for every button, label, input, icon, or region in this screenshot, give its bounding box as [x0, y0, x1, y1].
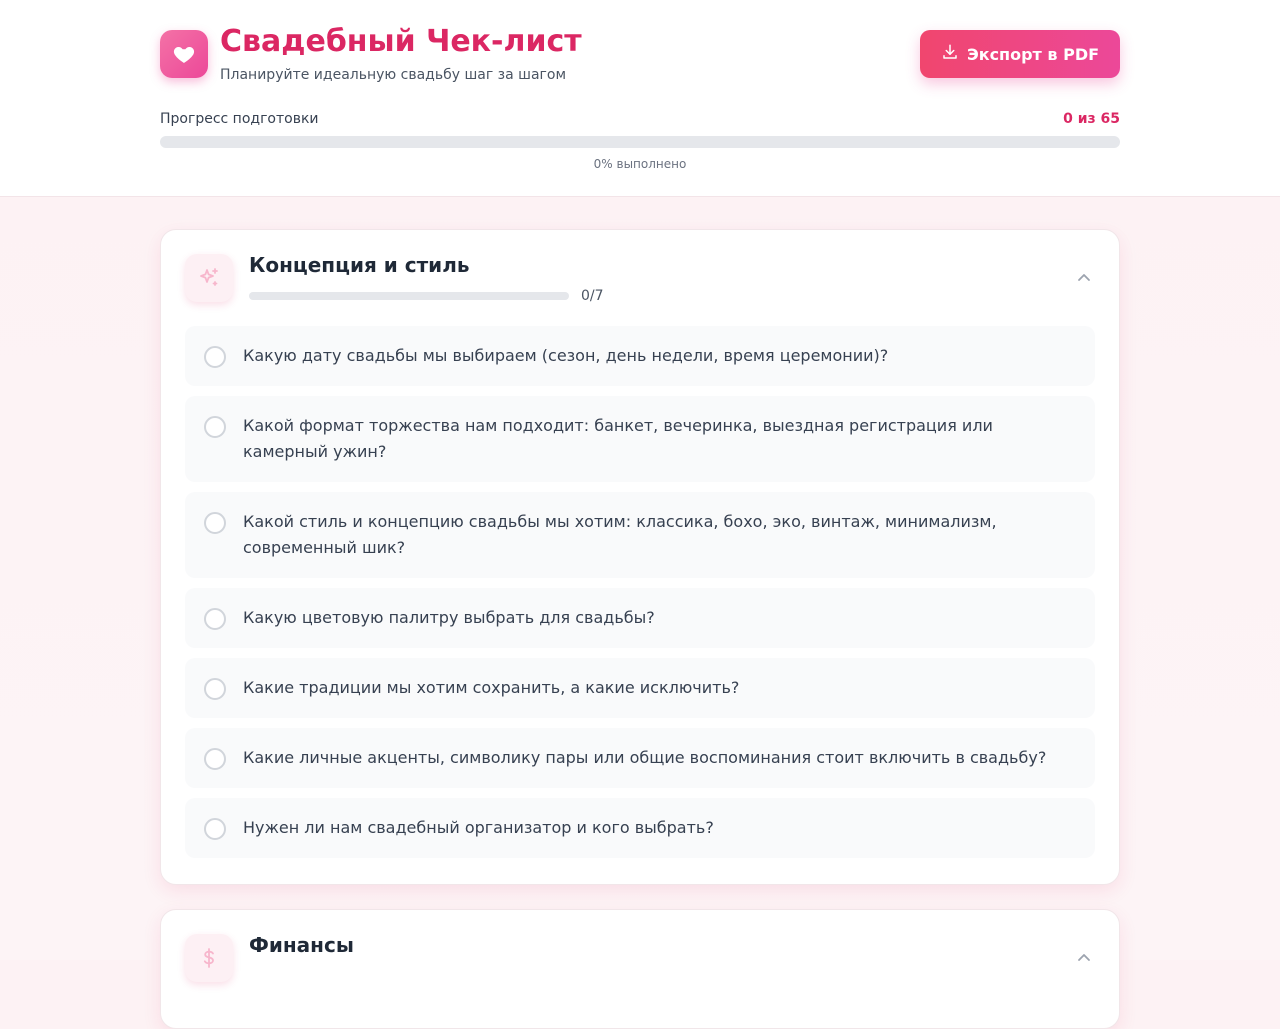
- progress-count: 0 из 65: [1063, 111, 1120, 127]
- chevron-up-icon[interactable]: [1073, 950, 1095, 966]
- sparkles-icon: [185, 254, 233, 302]
- checklist-item[interactable]: [185, 396, 1095, 482]
- checkbox-circle[interactable]: [204, 346, 226, 368]
- checklist-item[interactable]: [185, 658, 1095, 718]
- checklist-item[interactable]: [185, 492, 1095, 578]
- chevron-up-icon[interactable]: [1073, 270, 1095, 286]
- checkbox-circle[interactable]: [204, 608, 226, 630]
- checklist-item[interactable]: [185, 588, 1095, 648]
- checklist-item[interactable]: [185, 798, 1095, 858]
- page-subtitle: Планируйте идеальную свадьбу шаг за шагом: [220, 67, 567, 83]
- heart-logo-icon: [160, 30, 208, 78]
- export-pdf-button[interactable]: [920, 30, 1120, 78]
- checklist-item-text: Какой стиль и концепцию свадьбы мы хотим: классика, бохо, эко, винтаж, минимализм, современный шик?: [243, 512, 997, 557]
- checkbox-circle[interactable]: [204, 748, 226, 770]
- checklist-item-text: Какую дату свадьбы мы выбираем (сезон, день недели, время церемонии)?: [243, 346, 889, 365]
- category-title: Концепция и стиль: [249, 253, 470, 277]
- export-pdf-label: Экспорт в PDF: [966, 44, 1100, 64]
- category-card-finance: [160, 909, 1120, 1029]
- page-title: Свадебный Чек-лист: [220, 24, 582, 59]
- category-card-concept: [160, 229, 1120, 885]
- checkbox-circle[interactable]: [204, 818, 226, 840]
- overall-progress-bar: [160, 136, 1120, 148]
- progress-label: Прогресс подготовки: [160, 111, 319, 127]
- download-icon: [941, 43, 959, 65]
- checklist-item-text: Нужен ли нам свадебный организатор и кого выбрать?: [243, 818, 714, 837]
- checklist-items: [185, 326, 1095, 868]
- checklist-item-text: Какой формат торжества нам подходит: банкет, вечеринка, выездная регистрация или камерный ужин?: [243, 416, 993, 461]
- checkbox-circle[interactable]: [204, 416, 226, 438]
- checkbox-circle[interactable]: [204, 512, 226, 534]
- checklist-item-text: Какую цветовую палитру выбрать для свадьбы?: [243, 608, 655, 627]
- dollar-icon: [185, 934, 233, 982]
- checklist-item[interactable]: [185, 728, 1095, 788]
- category-progress-bar: [249, 292, 569, 300]
- checklist-item-text: Какие традиции мы хотим сохранить, а какие исключить?: [243, 678, 740, 697]
- checklist-item[interactable]: [185, 326, 1095, 386]
- progress-percent: 0% выполнено: [593, 157, 687, 171]
- checklist-item-text: Какие личные акценты, символику пары или общие воспоминания стоит включить в свадьбу?: [243, 748, 1047, 767]
- app-header: [0, 0, 1280, 197]
- checkbox-circle[interactable]: [204, 678, 226, 700]
- category-title: Финансы: [249, 933, 354, 957]
- category-count: 0/7: [581, 288, 604, 304]
